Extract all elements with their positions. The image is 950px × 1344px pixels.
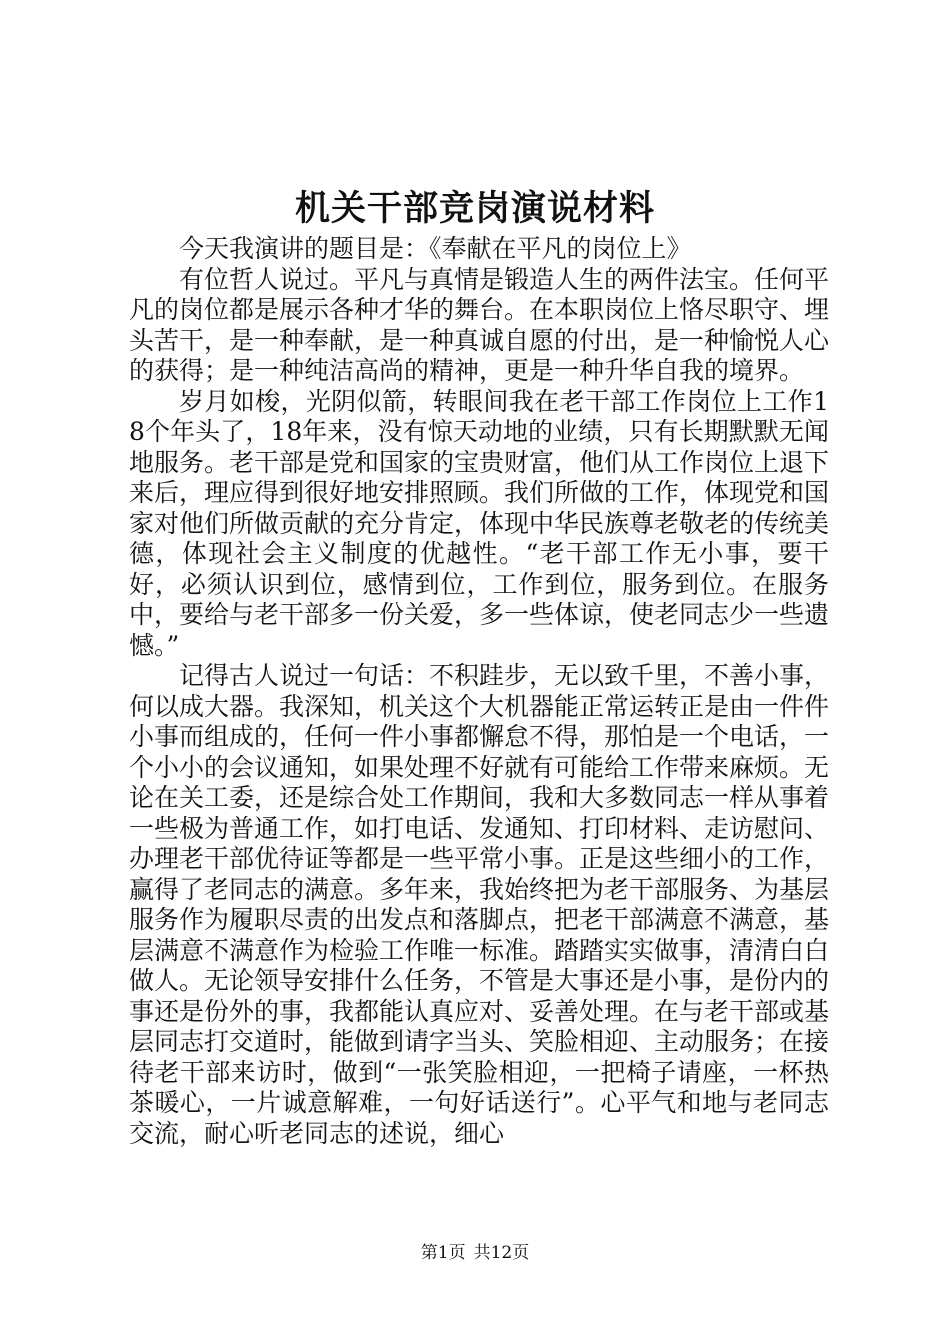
paragraph-small-things: 记得古人说过一句话：不积跬步，无以致千里，不善小事，何以成大器。我深知，机关这个大机器能正常运转正是由一件件小事而组成的，任何一件小事都懈怠不得，那怕是一个电话，一个小小的会议通知，如果处理不好就有可能给工作带来麻烦。无论在关工委，还是综合处工作期间，我和大多数同志一样从事着一些极为普通工作，如打电话、发通知、打印材料、走访慰问、办理老干部优待证等都是一些平常小事。正是这些细小的工作，赢得了老同志的满意。多年来，我始终把为老干部服务、为基层服务作为履职尽责的出发点和落脚点，把老干部满意不满意，基层满意不满意作为检验工作唯一标准。踏踏实实做事，清清白白做人。无论领导安排什么任务，不管是大事还是小事，是份内的事还是份外的事，我都能认真应对、妥善处理。在与老干部或基层同志打交道时，能做到请字当头、笑脸相迎、主动服务；在接待老干部来访时，做到“一张笑脸相迎，一把椅子请座，一杯热茶暖心，一片诚意解难，一句好话送行”。心平气和地与老同志交流，耐心听老同志的述说，细心 bbox=[129, 661, 830, 1148]
paragraph-years-of-service: 岁月如梭，光阴似箭，转眼间我在老干部工作岗位上工作18个年头了，18年来，没有惊天动地的业绩，只有长期默默无闻地服务。老干部是党和国家的宝贵财富，他们从工作岗位上退下来后，理应得到很好地安排照顾。我们所做的工作，体现党和国家对他们所做贡献的充分肯定，体现中华民族尊老敬老的传统美德，体现社会主义制度的优越性。“老干部工作无小事，要干好，必须认识到位，感情到位，工作到位，服务到位。在服务中，要给与老干部多一份关爱，多一些体谅，使老同志少一些遗憾。” bbox=[129, 386, 830, 660]
document-body bbox=[129, 234, 829, 1149]
page-number: 第1页 bbox=[420, 1243, 466, 1263]
page-footer bbox=[0, 1241, 950, 1265]
paragraph-topic: 今天我演讲的题目是：《奉献在平凡的岗位上》 bbox=[179, 234, 692, 263]
document-title: 机关干部竞岗演说材料 bbox=[294, 188, 655, 229]
paragraph-philosopher: 有位哲人说过。平凡与真情是锻造人生的两件法宝。任何平凡的岗位都是展示各种才华的舞台。在本职岗位上恪尽职守、埋头苦干，是一种奉献，是一种真诚自愿的付出，是一种愉悦人心的获得；是一种纯洁高尚的精神，更是一种升华自我的境界。 bbox=[129, 264, 830, 385]
page-total: 共12页 bbox=[473, 1243, 530, 1263]
